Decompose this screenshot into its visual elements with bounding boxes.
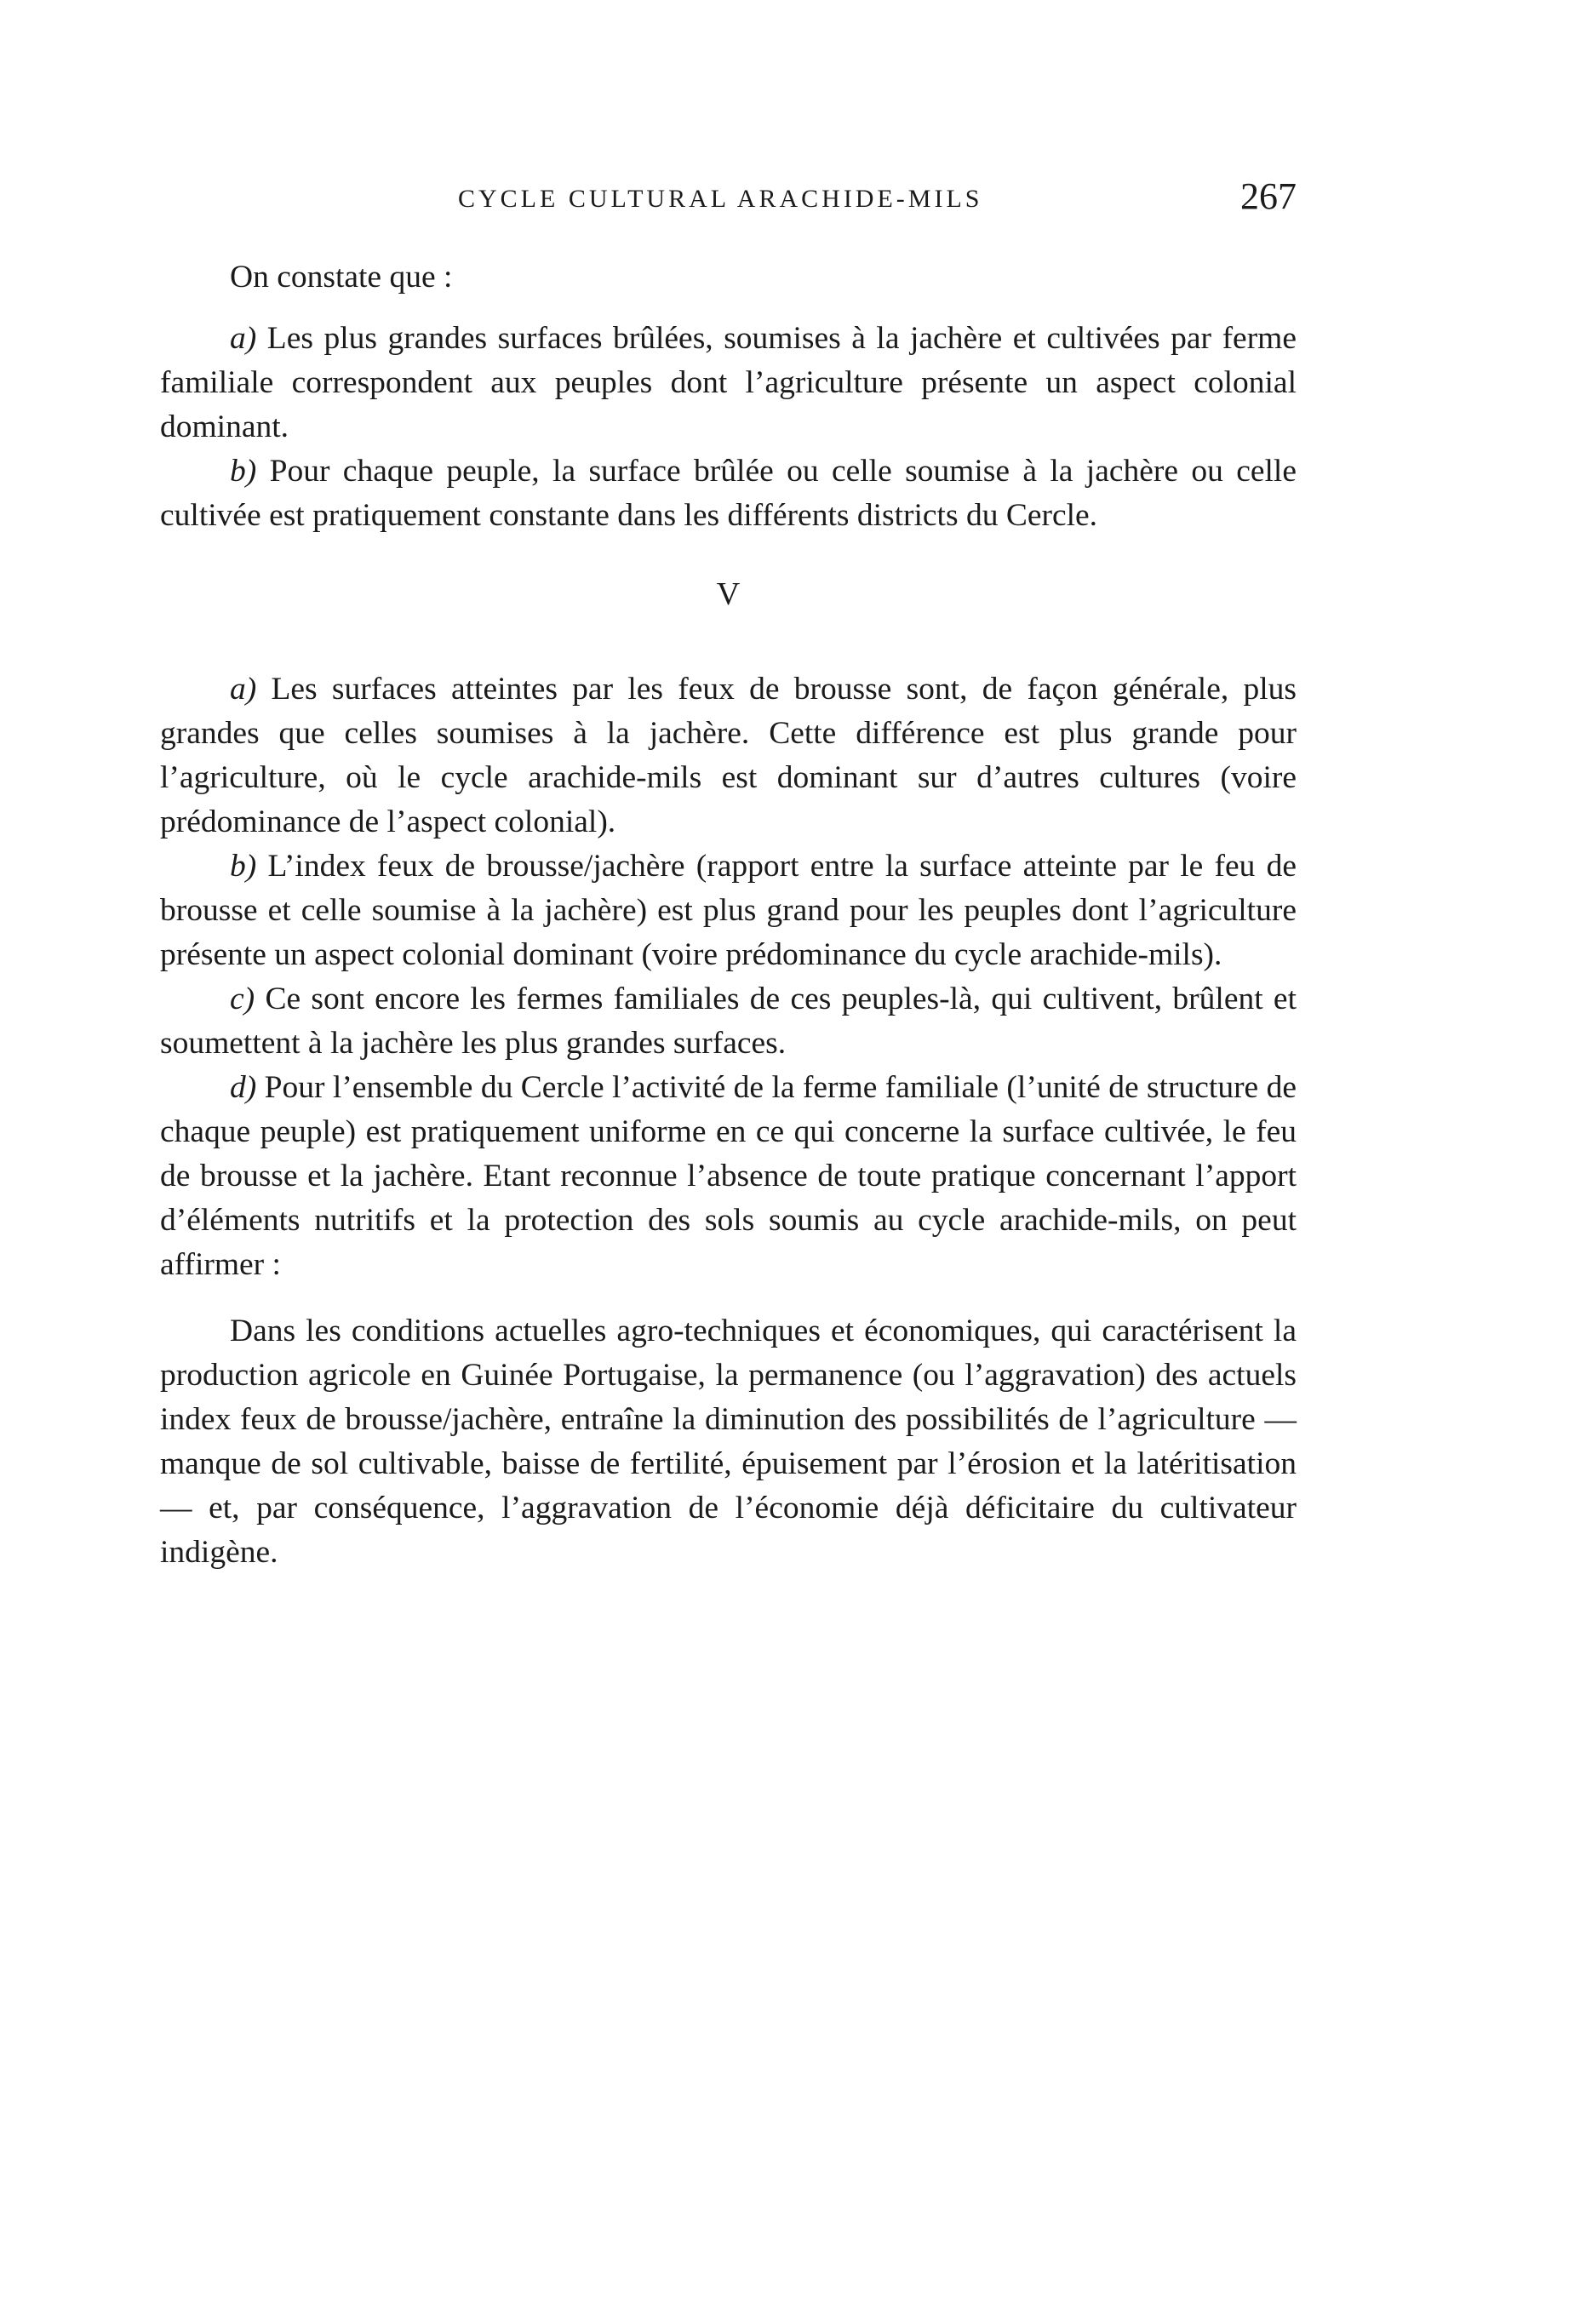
document-page: [160, 0, 1297, 2324]
item-text: Ce sont encore les fermes familiales de ces peuples-là, qui cultivent, brûlent et soumettent à la jachère les plus grandes surfaces.: [160, 982, 1297, 1061]
body-text: [160, 255, 1297, 1575]
item-text: L’index feux de brousse/jachère (rapport entre la surface atteinte par le feu de brousse et celle soumise à la jachère) est plus grand pour les peuples dont l’agriculture présente un aspect colonial dominant (voire prédominance du cycle arachide-mils).: [160, 849, 1297, 972]
paragraph-part2-c: [160, 977, 1297, 1066]
conclusion-paragraph: Dans les conditions actuelles agro-techniques et économiques, qui caractérisent la production agricole en Guinée Portugaise, la permanence (ou l’aggravation) des actuels index feux de brousse/jachère, entraîne la diminution des possibilités de l’agriculture — manque de sol cultivable, baisse de fertilité, épuisement par l’érosion et la latéritisation — et, par conséquence, l’aggravation de l’économie déjà déficitaire du cultivateur indigène.: [160, 1314, 1297, 1570]
paragraph-part1-a: [160, 317, 1297, 449]
running-head: [160, 175, 1297, 226]
item-text: Les surfaces atteintes par les feux de brousse sont, de façon générale, plus grandes que celles soumises à la jachère. Cette différence est plus grande pour l’agriculture, où le cycle arachide-mils est dominant sur d’autres cultures (voire prédominance de l’aspect colonial).: [160, 672, 1297, 839]
section-heading: V: [716, 576, 741, 612]
item-marker: b): [230, 849, 257, 884]
intro-paragraph: On constate que :: [230, 260, 453, 295]
item-marker: c): [230, 982, 255, 1016]
running-title: CYCLE CULTURAL ARACHIDE-MILS: [458, 185, 983, 213]
item-text: Pour l’ensemble du Cercle l’activité de la ferme familiale (l’unité de structure de chaque peuple) est pratiquement uniforme en ce qui concerne la surface cultivée, le feu de brousse et la jachère. Etant reconnue l’absence de toute pratique concernant l’apport d’éléments nutritifs et la protection des sols soumis au cycle arachide-mils, on peut affirmer :: [160, 1070, 1297, 1282]
paragraph-part2-b: [160, 844, 1297, 977]
item-marker: a): [230, 321, 257, 356]
paragraph-part1-b: [160, 449, 1297, 538]
item-text: Les plus grandes surfaces brûlées, soumises à la jachère et cultivées par ferme familiale correspondent aux peuples dont l’agriculture présente un aspect colonial dominant.: [160, 321, 1297, 444]
page-number: 267: [1240, 175, 1297, 217]
item-marker: d): [230, 1070, 257, 1105]
item-text: Pour chaque peuple, la surface brûlée ou celle soumise à la jachère ou celle cultivée est pratiquement constante dans les différents districts du Cercle.: [160, 454, 1297, 533]
item-marker: b): [230, 454, 257, 489]
paragraph-part2-d: [160, 1066, 1297, 1287]
paragraph-part2-a: [160, 667, 1297, 844]
item-marker: a): [230, 672, 257, 707]
